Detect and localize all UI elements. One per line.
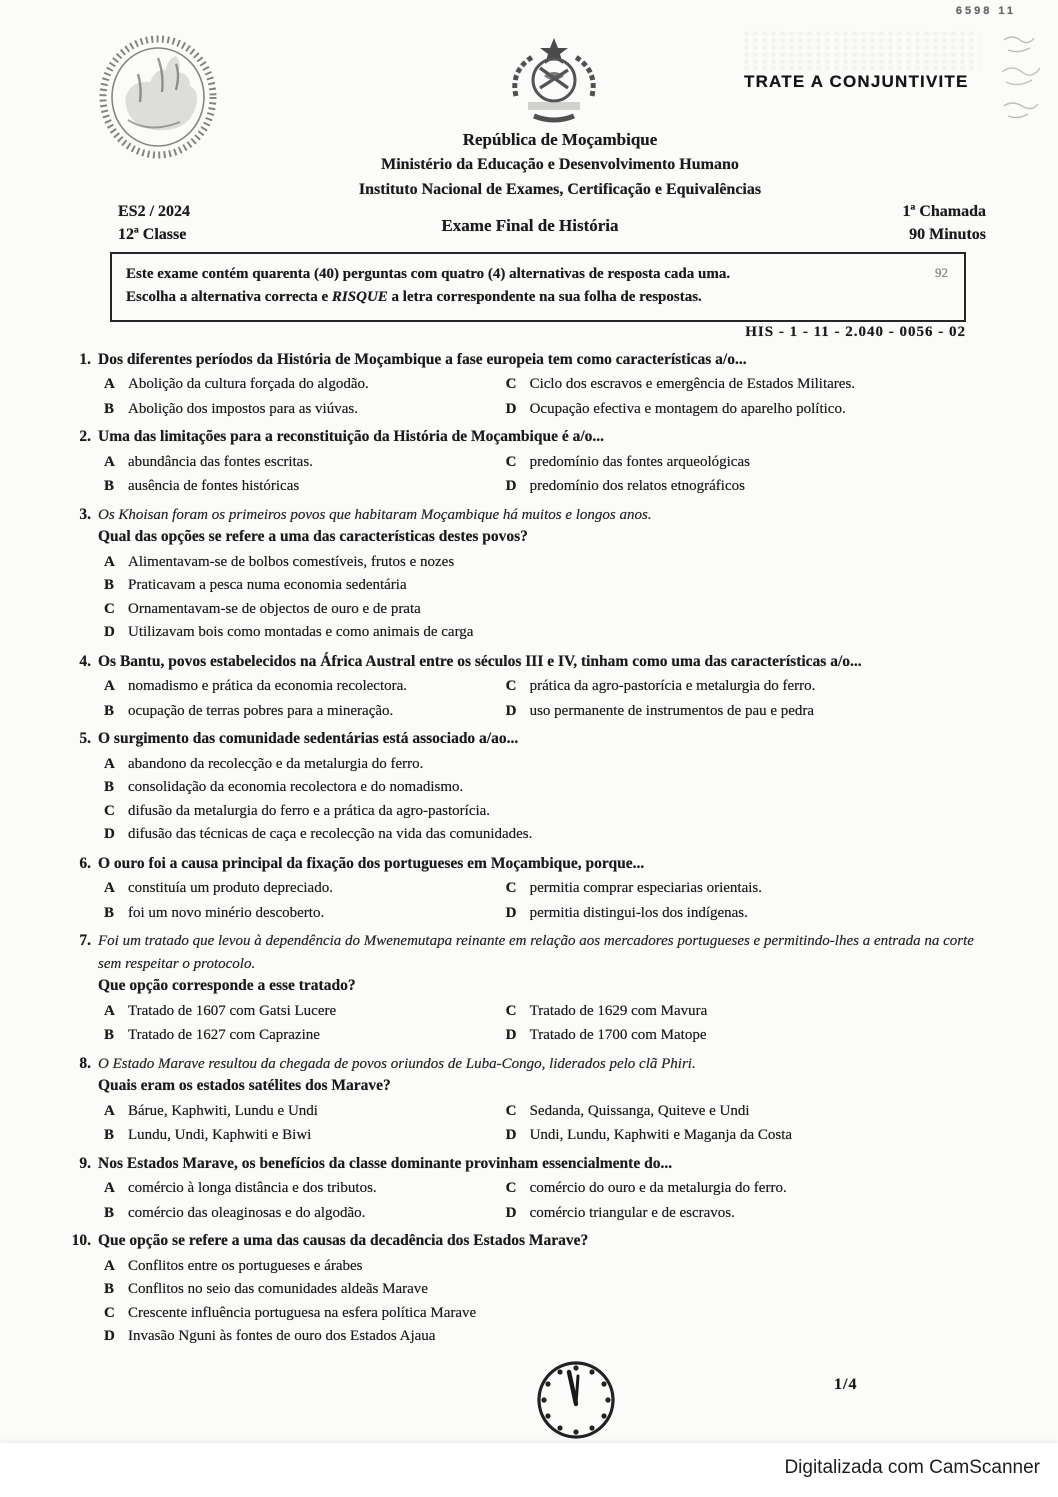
option-C [506,877,977,900]
question [57,426,977,497]
questions-list [57,349,977,1355]
slogan-stamp-text: TRATE A CONJUNTIVITE [744,72,969,91]
instruction-line-2 [126,286,950,309]
question-number: 5. [79,730,91,748]
exam-meta-right [903,200,986,246]
option-text: predomínio das fontes arqueológicas [529,453,750,470]
option-letter: A [104,1257,115,1274]
exam-grade: 12ª Classe [118,226,187,244]
option-letter: B [104,577,115,594]
option-letter: A [104,678,115,695]
exam-ref: ES2 / 2024 [118,203,191,220]
option-text: nomadismo e prática da economia recolectora. [128,678,408,695]
question-number: 6. [79,854,91,872]
option-letter: B [104,1281,115,1298]
option-letter: C [505,376,517,393]
option-letter: A [104,553,115,570]
option-letter: A [104,1180,115,1197]
option-B [104,700,506,723]
option-A [104,1000,506,1023]
question-options [104,877,977,924]
option-letter: D [505,1204,517,1221]
corner-code: 6598 11 [955,5,1016,17]
question-number: 4. [79,652,91,670]
header-institute: Instituto Nacional de Exames, Certificação e Equivalências [358,181,762,198]
question-body [98,930,977,1046]
option-D [506,398,977,421]
question-stem: Nos Estados Marave, os benefícios da classe dominante provinham essencialmente do... [98,1154,673,1172]
question-stem: Os Bantu, povos estabelecidos na África Austral entre os séculos III e IV, tinham como uma das características a/o... [98,652,862,670]
question [57,651,977,722]
option-text: Lundu, Undi, Kaphwiti e Biwi [128,1127,312,1144]
question-stem: O ouro foi a causa principal da fixação dos portugueses em Moçambique, porque... [98,854,645,872]
question-body [98,651,977,722]
question-number: 9. [79,1154,91,1172]
question-intro: Foi um tratado que levou à dependência do Mwenemutapa reinante em relação aos mercadores portugueses e permitindo-lhes a entrada na corte sem respeitar o protocolo. [98,933,974,972]
option-C [506,451,977,474]
option-B [104,776,977,799]
ink-smudge-stamp [742,30,980,72]
option-A [104,753,977,776]
option-letter: D [104,1328,115,1345]
question-options [104,1100,977,1147]
question-body [98,1153,977,1224]
instruction-line-2-post: a letra correspondente na sua folha de respostas. [387,289,702,306]
question-options [104,551,977,644]
question-stem: Dos diferentes períodos da História de Moçambique a fase europeia tem como características a/o... [98,351,747,368]
option-letter: B [104,702,115,719]
option-letter: A [104,453,115,470]
option-B [104,1278,977,1301]
option-letter: C [505,453,517,470]
option-D [506,902,977,925]
option-text: consolidação da economia recolectora e do nomadismo. [128,779,464,796]
option-text: Tratado de 1627 com Caprazine [128,1027,320,1044]
stray-mark: 92 [935,265,948,280]
option-B [104,1024,506,1047]
question-number: 1. [79,351,91,368]
option-text: Tratado de 1700 com Matope [529,1027,707,1044]
question-options [104,1177,977,1224]
question-body [98,504,977,645]
option-letter: C [505,880,517,897]
option-text: Conflitos entre os portugueses e árabes [128,1257,363,1274]
option-letter: C [104,802,115,819]
question [57,1153,977,1224]
option-text: Utilizavam bois como montadas e como animais de carga [128,624,474,641]
question-number: 10. [71,1232,91,1250]
header-country: República de Moçambique [462,130,658,149]
option-text: Undi, Lundu, Kaphwiti e Maganja da Costa [529,1127,793,1144]
option-text: comércio à longa distância e dos tributos. [128,1180,377,1197]
option-letter: B [104,400,115,417]
exam-duration: 90 Minutos [909,226,986,244]
option-B [104,1124,506,1147]
option-letter: D [505,1027,517,1044]
option-letter: C [505,678,517,695]
question-options [104,451,977,498]
option-letter: A [104,1002,115,1019]
option-text: abundância das fontes escritas. [128,453,313,470]
option-text: Praticavam a pesca numa economia sedentária [128,577,407,594]
option-letter: D [104,624,115,641]
question-body [98,728,977,846]
instruction-line-2-pre: Escolha a alternativa correcta e [126,289,332,306]
question-stem: Uma das limitações para a reconstituição da História de Moçambique é a/o... [98,428,605,446]
handwriting-scribbles [998,28,1054,138]
option-text: uso permanente de instrumentos de pau e pedra [529,702,815,719]
option-text: Abolição da cultura forçada do algodão. [128,376,369,393]
option-text: Tratado de 1629 com Mavura [529,1002,708,1019]
option-letter: D [505,1127,517,1144]
option-text: comércio do ouro e da metalurgia do ferro. [529,1180,787,1197]
option-B [104,398,506,421]
option-text: Abolição dos impostos para as viúvas. [128,400,358,417]
option-D [104,823,977,846]
option-text: difusão da metalurgia do ferro e a prática da agro-pastorícia. [128,802,491,819]
question-body [98,1230,977,1348]
option-text: constituía um produto depreciado. [128,880,333,897]
question-intro: Os Khoisan foram os primeiros povos que habitaram Moçambique há muitos e longos anos. [98,506,652,523]
option-A [104,451,506,474]
question-stem: Quais eram os estados satélites dos Marave? [98,1077,391,1095]
option-letter: A [104,755,115,772]
option-A [104,1177,506,1200]
question-stem: Que opção se refere a uma das causas da decadência dos Estados Marave? [98,1232,589,1250]
option-text: permitia comprar especiarias orientais. [529,880,762,897]
option-D [506,1202,977,1225]
option-letter: A [104,880,115,897]
option-text: Ocupação efectiva e montagem do aparelho político. [529,400,846,417]
exam-call: 1ª Chamada [902,203,986,220]
option-letter: B [104,1204,115,1221]
option-B [104,1202,506,1225]
option-text: prática da agro-pastorícia e metalurgia do ferro. [529,678,816,695]
option-letter: B [104,1127,115,1144]
option-letter: C [505,1180,517,1197]
option-D [506,700,977,723]
option-letter: B [104,478,115,495]
option-text: predomínio dos relatos etnográficos [529,478,745,495]
question-options [104,1255,977,1348]
option-letter: D [104,826,115,843]
instruction-line-1-text: Este exame contém quarenta (40) perguntas com quatro (4) alternativas de resposta cada uma. [126,266,731,282]
option-letter: B [104,904,115,921]
option-letter: D [505,702,517,719]
exam-code: HIS - 1 - 11 - 2.040 - 0056 - 02 [745,324,966,340]
question-stem: Que opção corresponde a esse tratado? [98,977,356,995]
option-letter: A [104,376,115,393]
question-stem: O surgimento das comunidade sedentárias está associado a/ao... [98,730,519,748]
option-D [104,621,977,644]
question-options [104,675,977,722]
option-A [104,551,977,574]
option-letter: C [104,1304,115,1321]
option-D [506,475,977,498]
option-letter: B [104,779,115,796]
question-options [104,373,977,420]
option-text: Tratado de 1607 com Gatsi Lucere [128,1002,337,1019]
instruction-box [110,252,966,322]
option-A [104,1100,506,1123]
question [57,349,977,420]
option-B [104,574,977,597]
option-C [104,1302,977,1325]
question [57,1053,977,1147]
option-C [506,1177,977,1200]
instruction-line-1 [126,263,950,286]
question [57,728,977,846]
option-letter: C [505,1002,517,1019]
option-C [506,675,977,698]
option-text: comércio das oleaginosas e do algodão. [128,1204,366,1221]
option-C [104,800,977,823]
question-body [98,349,977,420]
option-C [104,598,977,621]
question-number: 8. [79,1054,91,1072]
option-C [506,1000,977,1023]
option-text: Ornamentavam-se de objectos de ouro e de prata [128,600,421,617]
question-body [98,1053,977,1147]
option-A [104,877,506,900]
question [57,504,977,645]
clock-doodle-icon [534,1358,618,1442]
camscanner-footer-bar [0,1443,1058,1497]
camscanner-footer-text: Digitalizada com CamScanner [784,1457,1040,1478]
option-text: Crescente influência portuguesa na esfera política Marave [128,1304,477,1321]
option-letter: A [104,1102,115,1119]
option-text: Conflitos no seio das comunidades aldeãs Marave [128,1281,428,1298]
question-options [104,1000,977,1047]
option-D [104,1325,977,1348]
option-text: Ciclo dos escravos e emergência de Estados Militares. [529,376,856,393]
question [57,853,977,924]
option-letter: B [104,1027,115,1044]
question-intro: O Estado Marave resultou da chegada de povos oriundos de Luba-Congo, liderados pelo clã Phiri. [98,1055,696,1072]
option-text: Alimentavam-se de bolbos comestíveis, frutos e nozes [128,553,455,570]
option-text: foi um novo minério descoberto. [128,904,325,921]
option-text: comércio triangular e de escravos. [529,1204,735,1221]
option-text: difusão das técnicas de caça e recolecção na vida das comunidades. [128,826,533,843]
option-letter: C [104,600,115,617]
option-text: ausência de fontes históricas [128,478,300,495]
question-stem: Qual das opções se refere a uma das características destes povos? [98,528,528,546]
question-body [98,853,977,924]
page-number: 1/4 [834,1376,858,1393]
header-ministry: Ministério da Educação e Desenvolvimento Humano [381,156,739,173]
option-text: Invasão Nguni às fontes de ouro dos Estados Ajaua [128,1328,436,1345]
exam-title: Exame Final de História [441,216,619,235]
question-number: 3. [79,505,91,523]
option-text: ocupação de terras pobres para a mineração. [128,702,394,719]
option-text: Sedanda, Quissanga, Quiteve e Undi [529,1102,750,1119]
option-text: abandono da recolecção e da metalurgia do ferro. [128,755,424,772]
option-text: permitia distingui-los dos indígenas. [529,904,748,921]
question-number: 2. [79,428,91,446]
question-number: 7. [79,932,91,950]
option-letter: C [505,1102,517,1119]
option-text: Bárue, Kaphwiti, Lundu e Undi [128,1102,318,1119]
instruction-risque: RISQUE [331,289,388,306]
option-B [104,902,506,925]
question-options [104,753,977,846]
option-A [104,373,506,396]
option-C [506,1100,977,1123]
option-letter: D [505,400,517,417]
question-body [98,426,977,497]
question [57,1230,977,1348]
option-B [104,475,506,498]
option-D [506,1124,977,1147]
option-letter: D [505,478,517,495]
option-A [104,675,506,698]
option-D [506,1024,977,1047]
question [57,930,977,1046]
option-A [104,1255,977,1278]
option-C [506,373,977,396]
mozambique-emblem-icon [498,36,610,128]
option-letter: D [505,904,517,921]
